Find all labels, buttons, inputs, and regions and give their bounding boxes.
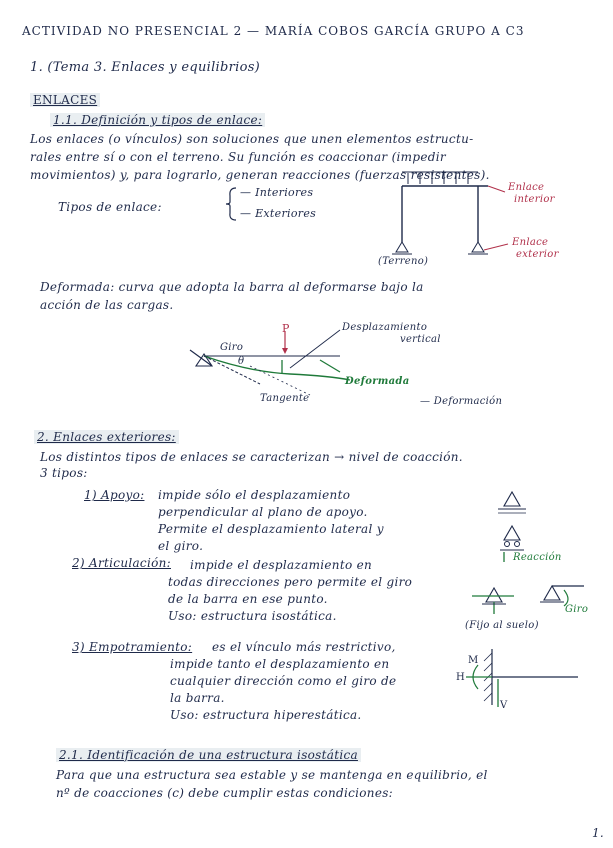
label-despl-1: Desplazamiento xyxy=(342,322,428,333)
articulacion-line-1: impide el desplazamiento en xyxy=(190,558,373,572)
empotramiento-line-3: cualquier dirección como el giro de xyxy=(170,674,397,688)
types-label: Tipos de enlace: xyxy=(58,200,162,214)
label-giro-articulacion: Giro xyxy=(565,604,589,615)
empotramiento-line-2: impide tanto el desplazamiento en xyxy=(170,657,390,671)
empotramiento-line-4: la barra. xyxy=(170,691,225,705)
label-despl-2: vertical xyxy=(400,334,441,345)
articulacion-line-2: todas direcciones pero permite el giro xyxy=(168,575,413,589)
apoyo-line-4: el giro. xyxy=(158,539,204,553)
label-fijo-suelo: (Fijo al suelo) xyxy=(465,620,539,631)
apoyo-support-icon xyxy=(492,490,532,520)
deformada-line-1: Deformada: curva que adopta la barra al deformarse bajo la xyxy=(40,280,424,294)
topic-title: 1. (Tema 3. Enlaces y equilibrios) xyxy=(30,60,261,75)
s11-line-2: rales entre sí o con el terreno. Su función es coaccionar (impedir xyxy=(30,150,446,164)
type-interior: — Interiores xyxy=(240,186,314,199)
label-h: H xyxy=(456,672,466,683)
label-terreno: (Terreno) xyxy=(378,256,429,267)
apoyo-line-1: impide sólo el desplazamiento xyxy=(158,488,351,502)
label-m: M xyxy=(468,655,479,666)
section-enlaces-heading: ENLACES xyxy=(30,93,100,107)
section-2-1-title: 2.1. Identificación de una estructura isostática xyxy=(56,748,361,762)
apoyo-label: 1) Apoyo: xyxy=(84,488,145,502)
label-giro: Giro xyxy=(220,342,244,353)
types-brace-icon xyxy=(225,186,239,222)
label-enlace-interior-1: Enlace xyxy=(508,182,545,193)
section-2-title: 2. Enlaces exteriores: xyxy=(34,430,179,444)
page-header: ACTIVIDAD NO PRESENCIAL 2 — MARÍA COBOS GARCÍA GRUPO A C3 xyxy=(22,24,525,38)
articulacion-label: 2) Articulación: xyxy=(72,556,171,570)
section-1-1-title: 1.1. Definición y tipos de enlace: xyxy=(50,113,265,127)
s2-line-1: Los distintos tipos de enlaces se caracterizan → nivel de coacción. xyxy=(40,450,463,464)
s21-line-2: nº de coacciones (c) debe cumplir estas condiciones: xyxy=(56,786,394,800)
articulacion-line-4: Uso: estructura isostática. xyxy=(168,609,337,623)
label-reaccion: Reacción xyxy=(513,552,562,563)
deformada-line-2: acción de las cargas. xyxy=(40,298,174,312)
apoyo-line-2: perpendicular al plano de apoyo. xyxy=(158,505,368,519)
empotramiento-line-5: Uso: estructura hiperestática. xyxy=(170,708,362,722)
label-enlace-interior-2: interior xyxy=(514,194,555,205)
label-theta: θ xyxy=(238,356,245,367)
label-enlace-exterior-2: exterior xyxy=(516,249,559,260)
label-enlace-exterior-1: Enlace xyxy=(512,237,549,248)
page-number: 1. xyxy=(592,826,605,840)
apoyo-line-3: Permite el desplazamiento lateral y xyxy=(158,522,384,536)
s11-line-3: movimientos) y, para lograrlo, generan reacciones (fuerzas resistentes). xyxy=(30,168,490,182)
frame-diagram xyxy=(390,170,500,265)
s11-line-1: Los enlaces (o vínculos) son soluciones que unen elementos estructu- xyxy=(30,132,474,146)
label-deformacion: — Deformación xyxy=(420,396,503,407)
empotramiento-label: 3) Empotramiento: xyxy=(72,640,193,654)
s2-line-2: 3 tipos: xyxy=(40,466,88,480)
empotramiento-icon xyxy=(462,645,582,710)
type-exterior: — Exteriores xyxy=(240,207,317,220)
s21-line-1: Para que una estructura sea estable y se mantenga en equilibrio, el xyxy=(56,768,488,782)
articulacion-line-3: de la barra en ese punto. xyxy=(168,592,328,606)
label-deformada: Deformada xyxy=(345,376,410,387)
label-p: P xyxy=(282,322,290,335)
label-tangente: Tangente xyxy=(260,393,310,404)
empotramiento-line-1: es el vínculo más restrictivo, xyxy=(212,640,396,654)
label-v: V xyxy=(500,700,508,711)
